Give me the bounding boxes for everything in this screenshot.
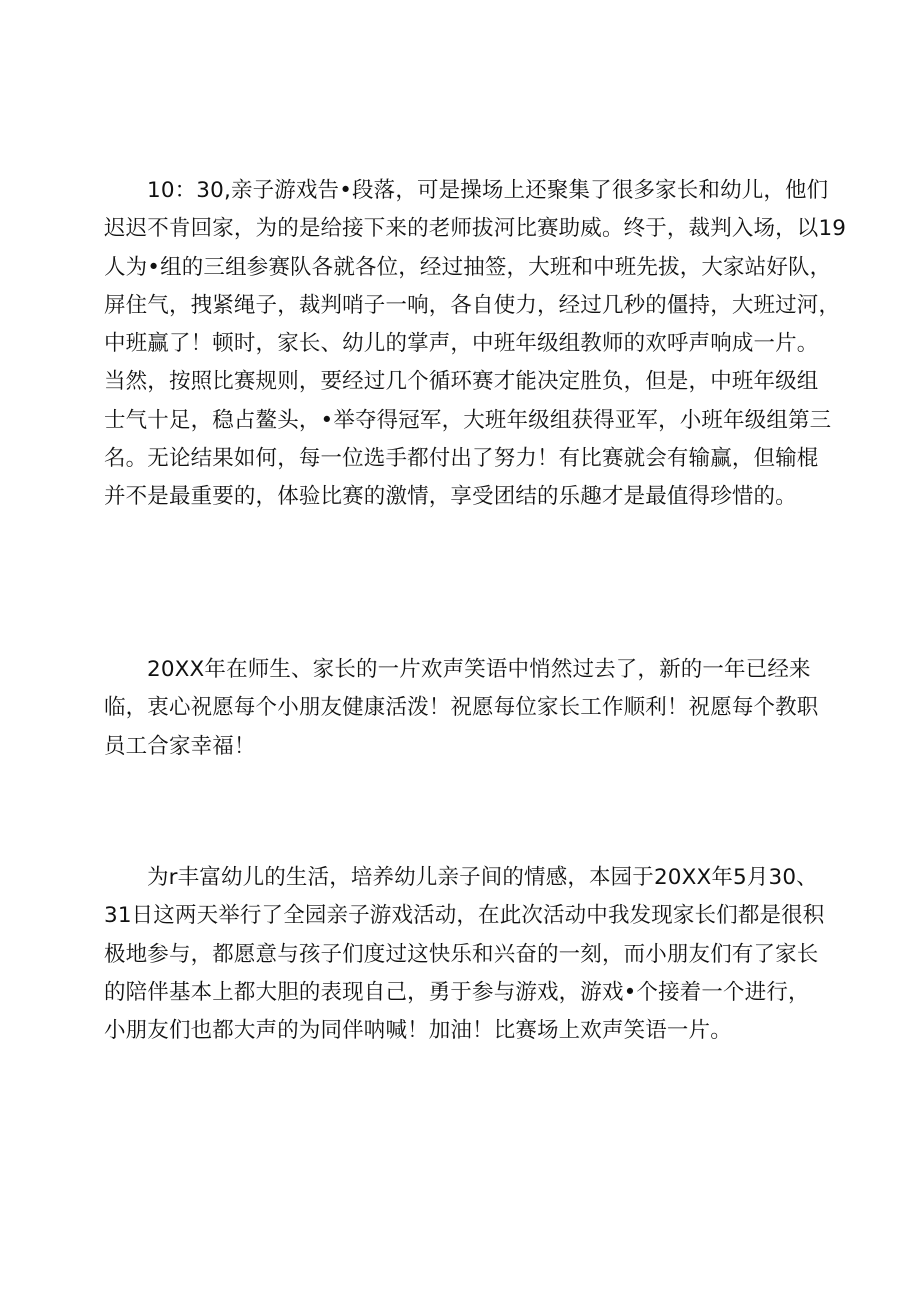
text-line: 为r丰富幼儿的生活，培养幼儿亲子间的情感，本园于20XX年5月30、 xyxy=(147,865,818,890)
text-line: 屏住气，拽紧绳子，裁判哨子一响，各自使力，经过几秒的僵持，大班过河， xyxy=(104,292,841,318)
text-line: 31日这两天举行了全园亲子游戏活动，在此次活动中我发现家长们都是很积 xyxy=(104,903,825,929)
text-line: 20XX年在师生、家长的一片欢声笑语中悄然过去了，新的一年已经来 xyxy=(147,657,811,682)
text-line: 小朋友们也都大声的为同伴呐喊！加油！比赛场上欢声笑语一片。 xyxy=(104,1018,732,1044)
paragraph-parent-child-games xyxy=(104,859,825,1050)
text-line: 极地参与，都愿意与孩子们度过这快乐和兴奋的一刻，而小朋友们有了家长 xyxy=(104,941,819,967)
text-line: 10：30,亲子游戏告•段落，可是操场上还聚集了很多家长和幼儿，他们 xyxy=(147,178,829,203)
text-line: 的陪伴基本上都大胆的表现自己，勇于参与游戏，游戏•个接着一个进行， xyxy=(104,979,810,1005)
text-line: 临，衷心祝愿每个小朋友健康活泼！祝愿每位家长工作顺利！祝愿每个教职 xyxy=(104,695,819,721)
text-line: 名。无论结果如何，每一位选手都付出了努力！有比赛就会有输赢，但输棍 xyxy=(104,446,819,472)
text-line: 人为•组的三组参赛队各就各位，经过抽签，大班和中班先拔，大家站好队， xyxy=(104,254,832,280)
text-line: 员工合家幸福！ xyxy=(104,733,256,759)
text-line: 并不是最重要的，体验比赛的激情，享受团结的乐趣才是最值得珍惜的。 xyxy=(104,484,797,510)
paragraph-new-year-wishes xyxy=(104,651,820,766)
text-line: 中班赢了！顿时，家长、幼儿的掌声，中班年级组教师的欢呼声响成一片。 xyxy=(104,331,819,357)
paragraph-tug-of-war xyxy=(104,172,847,517)
text-line: 当然，按照比赛规则，要经过几个循环赛才能决定胜负，但是，中班年级组 xyxy=(104,369,819,395)
text-line: 士气十足，稳占鳌头，•举夺得冠军，大班年级组获得亚军，小班年级组第三 xyxy=(104,407,832,433)
text-line: 迟迟不肯回家，为的是给接下来的老师拔河比赛助威。终于，裁判入场，以19 xyxy=(104,216,847,242)
